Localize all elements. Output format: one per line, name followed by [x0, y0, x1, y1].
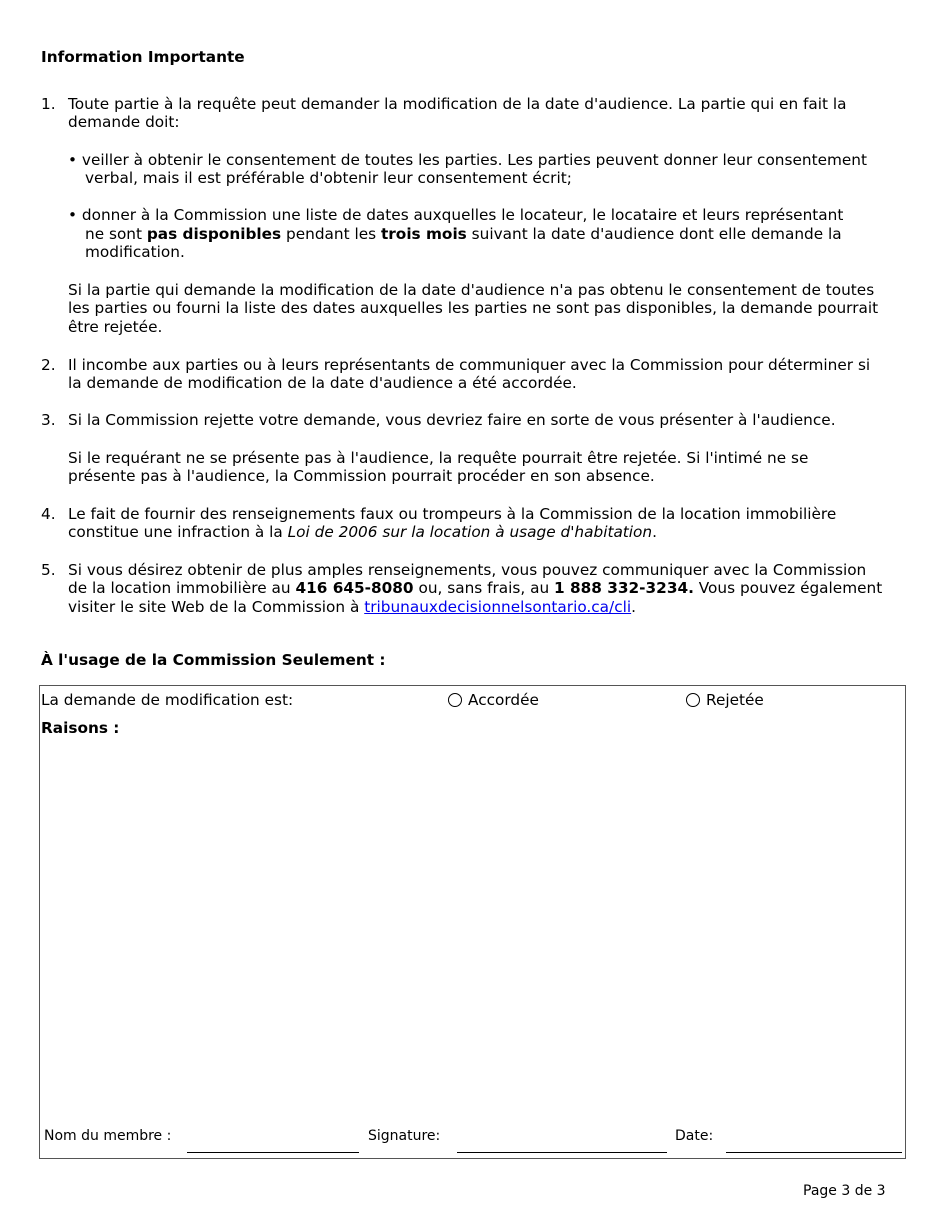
reasons-field[interactable]: [41, 742, 901, 1112]
item-1-number: 1.: [41, 95, 56, 113]
member-name-field[interactable]: [187, 1152, 359, 1153]
request-label: La demande de modification est:: [41, 691, 294, 709]
page-number: Page 3 de 3: [803, 1183, 886, 1199]
item-3-para-line-2: présente pas à l'audience, la Commission pourrait procéder en son absence.: [68, 467, 655, 485]
granted-radio[interactable]: [448, 693, 462, 707]
item-1-para-line-1: Si la partie qui demande la modification de la date d'audience n'a pas obtenu le consentement de toutes: [68, 281, 875, 299]
option-rejected[interactable]: Rejetée: [686, 691, 764, 709]
item-1-para-line-2: les parties ou fourni la liste des dates auxquelles les parties ne sont pas disponibles, la demande pourrait: [68, 299, 879, 317]
reasons-label: Raisons :: [41, 719, 120, 737]
item-1-bullet-1-line-2: verbal, mais il est préférable d'obtenir leur consentement écrit;: [85, 169, 572, 187]
item-4-line-2: constitue une infraction à la Loi de 2006 sur la location à usage d'habitation.: [68, 523, 657, 541]
item-1-line-2: demande doit:: [68, 113, 180, 131]
item-5-line-1: Si vous désirez obtenir de plus amples renseignements, vous pouvez communiquer avec la Commission: [68, 561, 867, 579]
item-5-number: 5.: [41, 561, 56, 579]
signature-field[interactable]: [457, 1152, 667, 1153]
item-2-number: 2.: [41, 356, 56, 374]
item-1-bullet-2-line-2: ne sont pas disponibles pendant les trois mois suivant la date d'audience dont elle demande la: [85, 225, 842, 243]
page-title: Information Importante: [41, 48, 245, 66]
date-field[interactable]: [726, 1152, 902, 1153]
item-1-bullet-2-line-3: modification.: [85, 243, 185, 261]
item-1-para-line-3: être rejetée.: [68, 318, 163, 336]
toronto-phone: 416 645-8080: [295, 579, 414, 597]
item-2-line-1: Il incombe aux parties ou à leurs représentants de communiquer avec la Commission pour déterminer si: [68, 356, 871, 374]
rejected-radio[interactable]: [686, 693, 700, 707]
item-1-line-1: Toute partie à la requête peut demander la modification de la date d'audience. La partie qui en fait la: [68, 95, 847, 113]
item-3-number: 3.: [41, 411, 56, 429]
member-name-label: Nom du membre :: [44, 1128, 172, 1144]
item-3-line-1: Si la Commission rejette votre demande, vous devriez faire en sorte de vous présenter à l'audience.: [68, 411, 836, 429]
item-5-line-3: visiter le site Web de la Commission à tribunauxdecisionnelsontario.ca/cli.: [68, 598, 636, 616]
item-4-number: 4.: [41, 505, 56, 523]
item-5-line-2: de la location immobilière au 416 645-8080 ou, sans frais, au 1 888 332-3234. Vous pouvez également: [68, 579, 883, 597]
office-use-heading: À l'usage de la Commission Seulement :: [41, 651, 386, 669]
item-4-line-1: Le fait de fournir des renseignements faux ou trompeurs à la Commission de la location immobilière: [68, 505, 837, 523]
website-link[interactable]: tribunauxdecisionnelsontario.ca/cli: [364, 598, 632, 616]
item-2-line-2: la demande de modification de la date d'audience a été accordée.: [68, 374, 577, 392]
toll-free-phone: 1 888 332-3234.: [554, 579, 694, 597]
signature-label: Signature:: [368, 1128, 441, 1144]
item-3-para-line-1: Si le requérant ne se présente pas à l'audience, la requête pourrait être rejetée. Si l'intimé ne se: [68, 449, 809, 467]
item-1-bullet-2-line-1: • donner à la Commission une liste de dates auxquelles le locateur, le locataire et leurs représentant: [68, 206, 844, 224]
date-label: Date:: [675, 1128, 714, 1144]
item-1-bullet-1-line-1: • veiller à obtenir le consentement de toutes les parties. Les parties peuvent donner leur consentement: [68, 151, 867, 169]
option-granted[interactable]: Accordée: [448, 691, 539, 709]
